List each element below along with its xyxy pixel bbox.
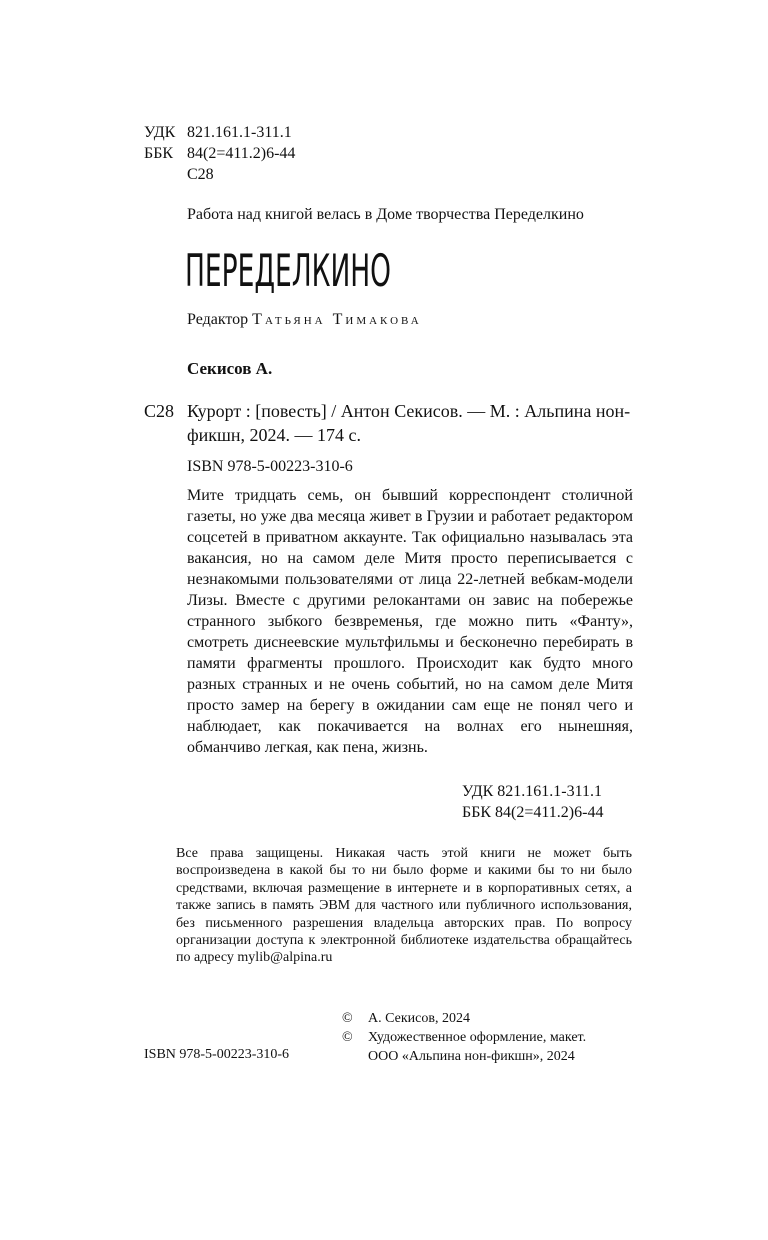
classification-codes	[144, 122, 295, 185]
author-heading: Секисов А.	[187, 359, 273, 378]
author-code: С28	[187, 166, 214, 183]
udk-value: 821.161.1-311.1	[187, 124, 292, 141]
copyright-sign: ©	[342, 1011, 353, 1026]
rights-notice: Все права защищены. Никакая часть этой книги не может быть воспроизведена в какой бы то ни было форме и какими бы то ни было средствами, включая размещение в интернете и в корпоративных сетях, а также запись в память ЭВМ для частного или публичного использования, без письменного разрешения владельца авторских прав. По вопросу организации доступа к электронной библиотеке издательства обращайтесь по адресу mylib@alpina.ru	[176, 846, 632, 966]
copyright-author: А. Секисов, 2024	[368, 1011, 470, 1026]
annotation-codes	[462, 781, 603, 823]
copyright-line	[342, 1009, 586, 1028]
editor-name: Татьяна Тимакова	[252, 311, 422, 328]
udk-row	[144, 122, 295, 143]
peredelkino-logo-text: ПЕРЕДЕЛКИНО	[185, 245, 391, 298]
copyright-publisher: ООО «Альпина нон-фикшн», 2024	[368, 1049, 575, 1064]
author-code-row	[144, 164, 295, 185]
peredelkino-logo	[185, 245, 405, 298]
bbk-value: 84(2=411.2)6-44	[187, 145, 296, 162]
catalog-entry	[144, 399, 644, 447]
annotation: Мите тридцать семь, он бывший корреспондент столичной газеты, но уже два месяца живет в Грузии и работает редактором соцсетей в приватном аккаунте. Так официально называлась эта вакансия, но на самом деле Митя просто переписывается с незнакомыми пользователями от лица 22-летней вебкам-модели Лизы. Вместе с другими релокантами он завис на побережье странного зыбкого безвременья, где можно пить «Фанту», смотреть диснеевские мультфильмы и бесконечно перебирать в памяти фрагменты прошлого. Происходит как будто много разных странных и не очень событий, но на самом деле Митя просто замер на берегу в ожидании сам еще не понял чего и наблюдает, как покачивается на волнах его нынешняя, обманчиво легкая, как пена, жизнь.	[187, 487, 633, 756]
copyright-block	[342, 1009, 586, 1066]
copyright-design: Художественное оформление, макет.	[368, 1030, 587, 1045]
catalog-code: С28	[144, 401, 175, 421]
isbn: ISBN 978-5-00223-310-6	[187, 458, 353, 475]
bbk-row	[144, 143, 295, 164]
isbn-bottom: ISBN 978-5-00223-310-6	[144, 1047, 290, 1062]
editor-label: Редактор	[187, 311, 249, 328]
copyright-sign: ©	[342, 1030, 353, 1045]
editor-line	[187, 309, 422, 330]
work-note: Работа над книгой велась в Доме творчества Переделкино	[187, 206, 584, 223]
copyright-line	[342, 1028, 586, 1047]
annotation-bbk: ББК 84(2=411.2)6-44	[462, 804, 604, 821]
bbk-label: ББК	[144, 145, 174, 162]
copyright-line	[342, 1047, 586, 1066]
udk-label: УДК	[144, 124, 176, 141]
catalog-text: Курорт : [повесть] / Антон Секисов. — М. : Альпина нон-фикшн, 2024. — 174 с.	[187, 401, 631, 445]
annotation-udk: УДК 821.161.1-311.1	[462, 783, 603, 800]
